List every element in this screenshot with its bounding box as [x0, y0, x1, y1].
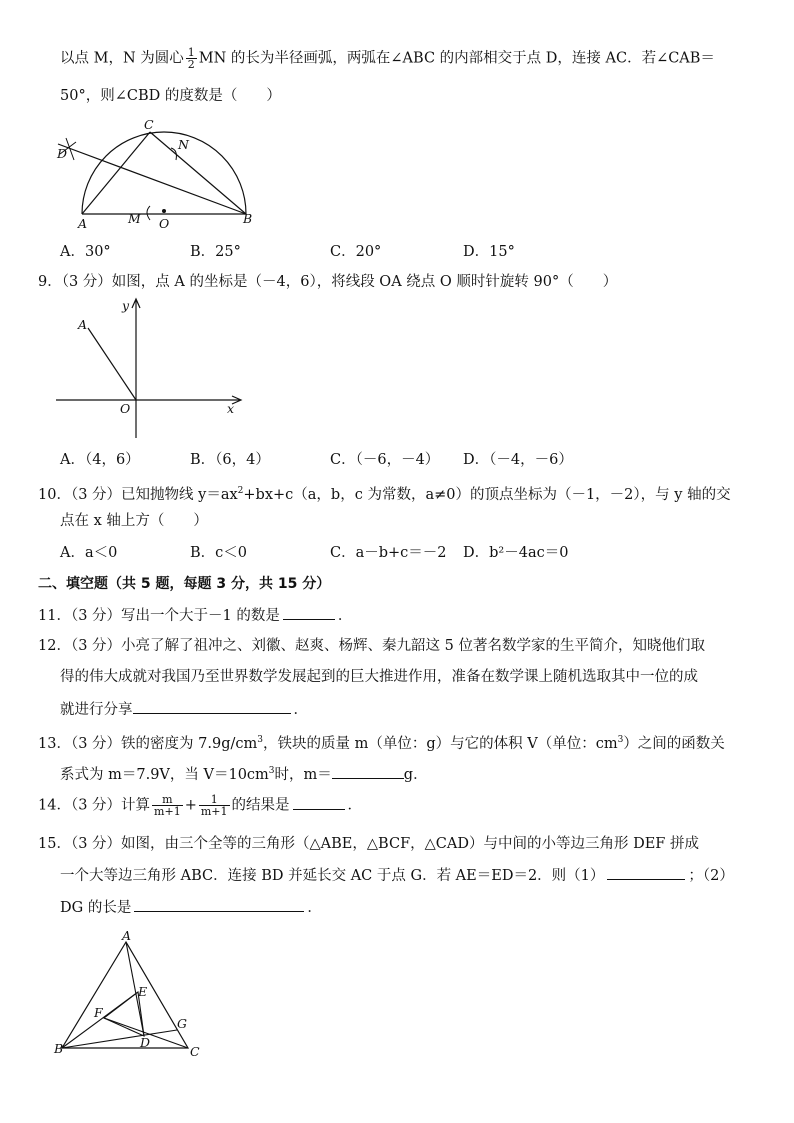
q8-fraction: $\frac{1}{2}$	[187, 46, 195, 71]
q8-label-n: N	[178, 137, 189, 152]
q8-line2: 50°，则∠CBD 的度数是（ ）	[60, 88, 281, 104]
q15-figure	[52, 926, 212, 1062]
q8-line1	[60, 47, 715, 70]
q10-option-a[interactable]: A．a＜0	[60, 545, 118, 561]
q8-option-a[interactable]: A．30°	[60, 244, 111, 260]
q9-stem: 9．（3 分）如图，点 A 的坐标是（－4，6），将线段 OA 绕点 O 顺时针旋转 90°（ ）	[38, 274, 618, 290]
q15-label-b: B	[54, 1041, 64, 1056]
q13-line1: 13．（3 分）铁的密度为 $7.9g/cm^3$，铁块的质量 m（单位：g）与它的体积 V（单位：$cm^3$）之间的函数关	[38, 735, 725, 752]
q15-label-e: E	[138, 984, 148, 999]
q12-line3: 就进行分享 ．	[60, 699, 308, 720]
q9-option-d[interactable]: D．（－4，－6）	[463, 452, 573, 468]
q14-fraction-1: $\frac{m}{m+1}$	[154, 793, 181, 818]
q9-label-x: x	[227, 401, 235, 416]
q8-ray-bd	[58, 144, 246, 214]
q15-line3: DG 的长是 ．	[60, 897, 322, 918]
q10-option-d[interactable]: D．b²－4ac＝0	[463, 545, 569, 561]
q8-label-c: C	[144, 117, 154, 132]
q11-line: 11．（3 分）写出一个大于－1 的数是 ．	[38, 605, 352, 626]
q8-segment-ac	[82, 132, 150, 214]
q10-option-c[interactable]: C．a－b+c＝－2	[330, 545, 447, 561]
q8-option-c[interactable]: C．20°	[330, 244, 382, 260]
q9-segment-oa	[88, 328, 136, 400]
section-2-heading: 二、填空题（共 5 题，每题 3 分，共 15 分）	[38, 576, 331, 592]
q15-label-f: F	[94, 1005, 103, 1020]
q8-label-d: D	[57, 146, 68, 161]
q11-answer-blank[interactable]	[283, 605, 335, 620]
q8-segment-cb	[150, 132, 246, 214]
q15-label-d: D	[140, 1035, 151, 1050]
q15-label-g: G	[177, 1016, 187, 1031]
q14-fraction-2: $\frac{1}{m+1}$	[200, 793, 228, 818]
q8-label-o: O	[159, 216, 170, 231]
q9-label-y: y	[122, 298, 130, 313]
q15-answer-blank-2[interactable]	[134, 897, 304, 912]
q8-option-d[interactable]: D．15°	[463, 244, 515, 260]
q8-label-b: B	[243, 211, 253, 226]
q15-segment-bg	[62, 1030, 177, 1048]
q8-text-b: MN 的长为半径画弧，两弧在∠ABC 的内部相交于点 D，连接 AC．若∠CAB＝	[198, 50, 715, 67]
q10-option-b[interactable]: B．c＜0	[190, 545, 248, 561]
q10-line1: 10．（3 分）已知抛物线 $y=ax^2+bx+c(a$，b，c 为常数，a≠0）的顶点坐标为（－1，－2），与 y 轴的交	[38, 486, 731, 503]
q13-line2: 系式为 m＝7.9V，当 $V=10cm^3$时，m＝ g．	[60, 761, 428, 785]
q15-label-a: A	[122, 928, 132, 943]
q9-option-c[interactable]: C．（－6，－4）	[330, 452, 440, 468]
q15-label-c: C	[190, 1044, 200, 1059]
q12-line2: 得的伟大成就对我国乃至世界数学发展起到的巨大推进作用，准备在数学课上随机选取其中一位的成	[60, 669, 698, 685]
q8-figure	[54, 116, 264, 231]
q8-text-a: 以点 M，N 为圆心	[60, 50, 184, 67]
q15-triangle-abc	[62, 942, 188, 1048]
q12-answer-blank[interactable]	[133, 699, 291, 714]
q9-label-o: O	[120, 401, 131, 416]
q12-line1: 12．（3 分）小亮了解了祖冲之、刘徽、赵爽、杨辉、秦九韶这 5 位著名数学家的生平简介，知晓他们取	[38, 638, 705, 654]
q8-center-o	[162, 209, 166, 213]
q14-answer-blank[interactable]	[293, 795, 345, 810]
q9-option-b[interactable]: B．（6，4）	[190, 452, 270, 468]
q8-arc-mark-m	[147, 206, 150, 220]
q9-figure	[54, 296, 254, 442]
q15-answer-blank-1[interactable]	[607, 865, 685, 880]
q13-answer-blank[interactable]	[332, 764, 404, 779]
q8-option-b[interactable]: B．25°	[190, 244, 241, 260]
q14-line: 14．（3 分）计算 $\frac{m}{m+1}$ + $\frac{1}{m+1}$ 的结果是 ．	[38, 793, 363, 818]
q8-label-m: M	[128, 211, 141, 226]
q8-label-a: A	[78, 216, 88, 231]
q15-line2: 一个大等边三角形 ABC．连接 BD 并延长交 AC 于点 G．若 AE＝ED＝2．则（1） ；（2）	[60, 865, 734, 886]
q9-option-a[interactable]: A．（4，6）	[60, 452, 140, 468]
q10-line2: 点在 x 轴上方（ ）	[60, 513, 208, 529]
q9-label-a: A	[78, 317, 88, 332]
q15-line1: 15．（3 分）如图，由三个全等的三角形（△ABE，△BCF，△CAD）与中间的小等边三角形 DEF 拼成	[38, 836, 699, 852]
